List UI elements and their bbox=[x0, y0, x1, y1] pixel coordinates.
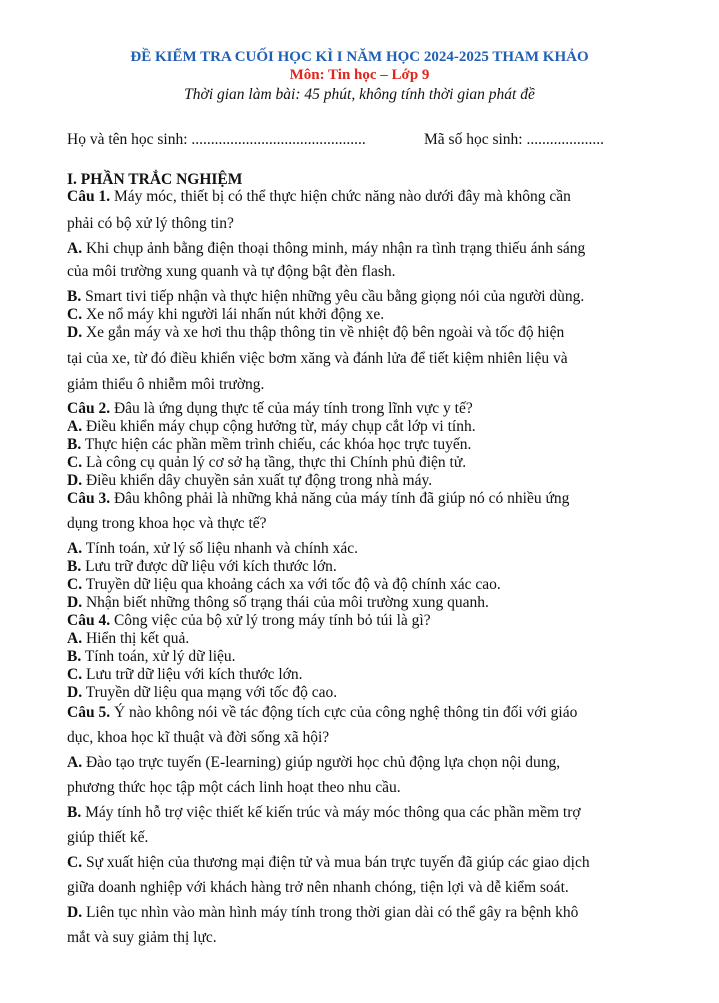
q2-option-a: A. Điều khiển máy chụp cộng hưởng từ, máy chụp cắt lớp vi tính. bbox=[67, 418, 476, 435]
section-title: I. PHẦN TRẮC NGHIỆM bbox=[67, 171, 243, 188]
q4-option-c: C. Lưu trữ dữ liệu với kích thước lớn. bbox=[67, 666, 303, 683]
q5-option-a: A. Đào tạo trực tuyến (E-learning) giúp người học chủ động lựa chọn nội dung, bbox=[67, 754, 561, 771]
q3-option-c: C. Truyền dữ liệu qua khoảng cách xa với tốc độ và độ chính xác cao. bbox=[67, 576, 501, 593]
q4-option-b: B. Tính toán, xử lý dữ liệu. bbox=[67, 648, 236, 665]
time-rest: : 45 phút, không tính thời gian phát đề bbox=[295, 86, 535, 103]
q3-option-a: A. Tính toán, xử lý số liệu nhanh và chính xác. bbox=[67, 540, 358, 557]
time-prefix: Thời gian làm bài bbox=[184, 86, 296, 103]
q5-option-b-cont: giúp thiết kế. bbox=[67, 829, 149, 846]
q1-option-a-cont: của môi trường xung quanh và tự động bật đèn flash. bbox=[67, 263, 396, 280]
q1-option-a: A. Khi chụp ảnh bằng điện thoại thông minh, máy nhận ra tình trạng thiếu ánh sáng bbox=[67, 240, 586, 257]
question-5-line-2: dục, khoa học kĩ thuật và đời sống xã hội? bbox=[67, 729, 330, 746]
q5-option-a-cont: phương thức học tập một cách linh hoạt theo nhu cầu. bbox=[67, 779, 401, 796]
question-5-label: Câu 5. bbox=[67, 704, 111, 721]
q1-option-d-cont-1: tại của xe, từ đó điều khiển việc bơm xăng và đánh lửa để tiết kiệm nhiên liệu và bbox=[67, 350, 568, 367]
q1-option-d-cont-2: giảm thiểu ô nhiễm môi trường. bbox=[67, 376, 265, 393]
q2-option-d: D. Điều khiển dây chuyền sản xuất tự động trong nhà máy. bbox=[67, 472, 433, 489]
q4-option-a: A. Hiển thị kết quả. bbox=[67, 630, 190, 647]
question-3-line-1: Câu 3. Đâu không phải là những khả năng của máy tính đã giúp nó có nhiều ứng bbox=[67, 490, 570, 507]
question-1-label: Câu 1. bbox=[67, 188, 111, 205]
q4-option-d: D. Truyền dữ liệu qua mạng với tốc độ cao. bbox=[67, 684, 338, 701]
question-1-line-2: phải có bộ xử lý thông tin? bbox=[67, 215, 234, 232]
q5-option-d: D. Liên tục nhìn vào màn hình máy tính trong thời gian dài có thể gây ra bệnh khô bbox=[67, 904, 579, 921]
q1-option-c: C. Xe nổ máy khi người lái nhấn nút khởi động xe. bbox=[67, 306, 385, 323]
student-name-field: Họ và tên học sinh: ............................................. bbox=[67, 131, 366, 148]
q5-option-c: C. Sự xuất hiện của thương mại điện tử và mua bán trực tuyến đã giúp các giao dịch bbox=[67, 854, 590, 871]
q1-option-d: D. Xe gắn máy và xe hơi thu thập thông tin về nhiệt độ bên ngoài và tốc độ hiện bbox=[67, 324, 565, 341]
q5-option-b: B. Máy tính hỗ trợ việc thiết kế kiến trúc và máy móc thông qua các phần mềm trợ bbox=[67, 804, 581, 821]
q3-option-d: D. Nhận biết những thông số trạng thái của môi trường xung quanh. bbox=[67, 594, 489, 611]
q2-option-b: B. Thực hiện các phần mềm trình chiếu, các khóa học trực tuyến. bbox=[67, 436, 472, 453]
question-4-line-1: Câu 4. Công việc của bộ xử lý trong máy tính bỏ túi là gì? bbox=[67, 612, 431, 629]
question-3-label: Câu 3. bbox=[67, 490, 111, 507]
question-2-label: Câu 2. bbox=[67, 400, 111, 417]
subject-line: Môn: Tin học – Lớp 9 bbox=[289, 67, 430, 83]
q1-option-b: B. Smart tivi tiếp nhận và thực hiện những yêu cầu bằng giọng nói của người dùng. bbox=[67, 288, 585, 305]
q3-option-b: B. Lưu trữ được dữ liệu với kích thước lớn. bbox=[67, 558, 337, 575]
question-4-label: Câu 4. bbox=[67, 612, 111, 629]
question-5-line-1: Câu 5. Ý nào không nói về tác động tích cực của công nghệ thông tin đối với giáo bbox=[67, 704, 578, 721]
question-3-line-2: dụng trong khoa học và thực tế? bbox=[67, 515, 267, 532]
q2-option-c: C. Là công cụ quản lý cơ sở hạ tầng, thực thi Chính phủ điện tử. bbox=[67, 454, 467, 471]
question-1-line-1: Câu 1. Máy móc, thiết bị có thể thực hiện chức năng nào dưới đây mà không cần bbox=[67, 188, 571, 205]
q5-option-d-cont: mắt và suy giảm thị lực. bbox=[67, 929, 217, 946]
time-line bbox=[0, 86, 719, 104]
student-id-field: Mã số học sinh: .................... bbox=[424, 131, 604, 148]
question-2-line-1: Câu 2. Đâu là ứng dụng thực tế của máy tính trong lĩnh vực y tế? bbox=[67, 400, 473, 417]
q5-option-c-cont: giữa doanh nghiệp với khách hàng trở nên nhanh chóng, tiện lợi và dễ kiểm soát. bbox=[67, 879, 569, 896]
exam-title: ĐỀ KIỂM TRA CUỐI HỌC KÌ I NĂM HỌC 2024-2025 THAM KHẢO bbox=[130, 49, 589, 65]
